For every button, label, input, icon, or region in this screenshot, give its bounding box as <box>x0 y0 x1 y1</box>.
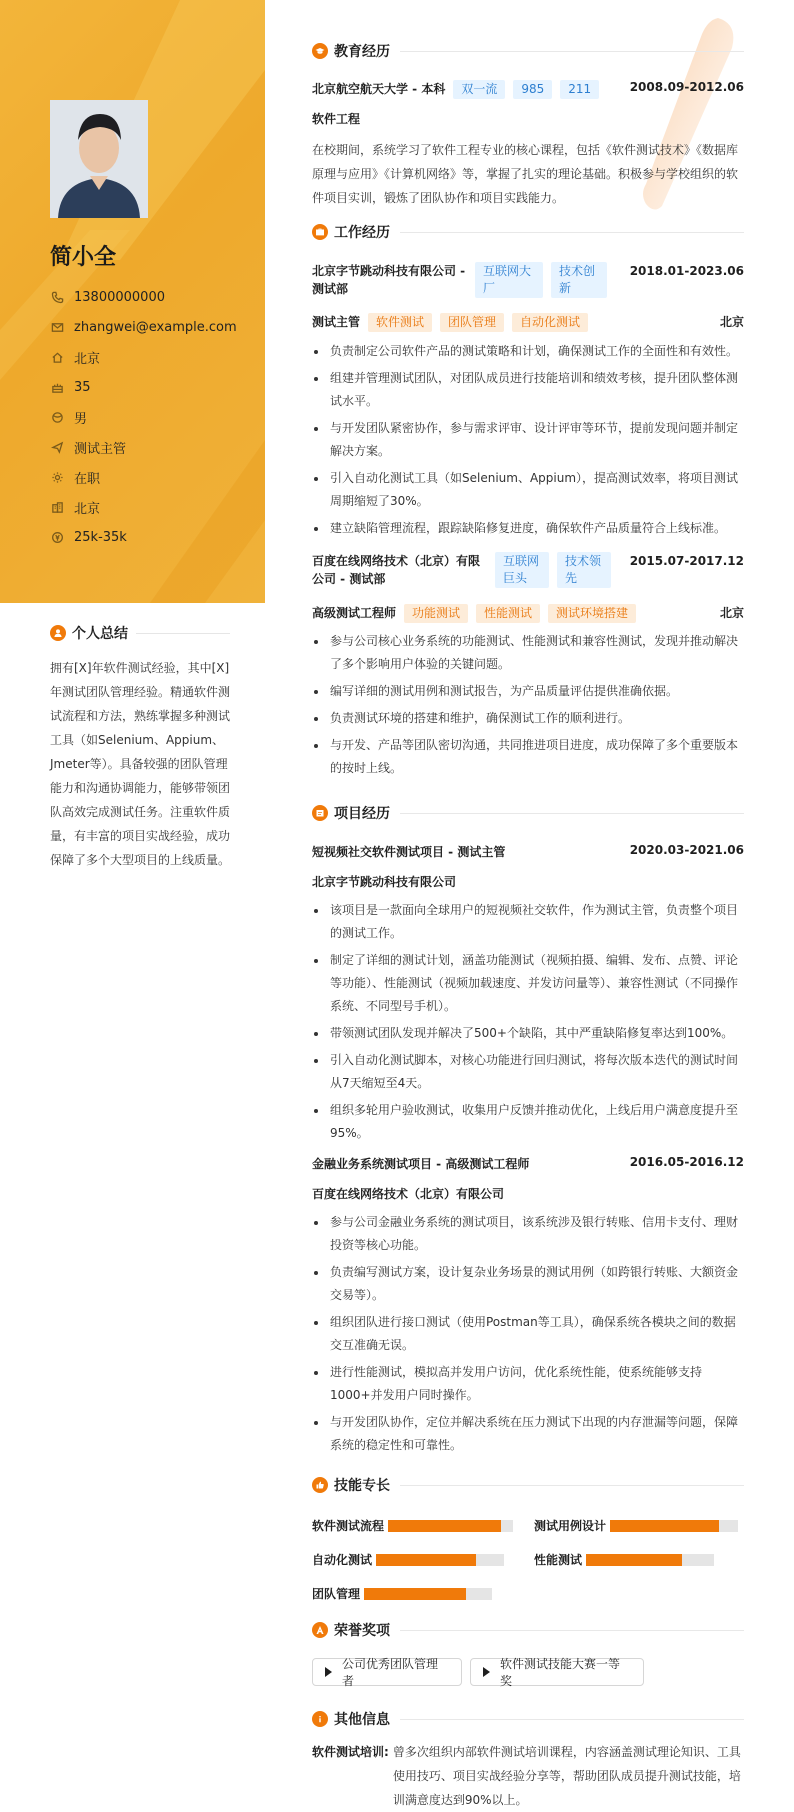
awards-title: 荣誉奖项 <box>334 1623 390 1639</box>
role-tag: 性能测试 <box>476 604 540 623</box>
project-name: 短视频社交软件测试项目 - 测试主管 <box>312 845 506 859</box>
award-label: 公司优秀团队管理者 <box>342 1657 439 1688</box>
skill-bar <box>376 1554 504 1566</box>
job-bullets <box>312 340 744 544</box>
skill-bar-fill <box>586 1554 682 1566</box>
projects-header <box>312 802 744 824</box>
graduation-cap-icon <box>312 43 328 59</box>
education-title: 教育经历 <box>334 44 390 60</box>
contact-home: 北京 <box>50 342 237 372</box>
status-icon <box>50 470 64 484</box>
divider <box>400 51 744 52</box>
school-tag: 双一流 <box>453 80 505 99</box>
other-text: 曾多次组织内部软件测试培训课程，内容涵盖测试理论知识、工具使用技巧、项目实战经验分享等，帮助团队成员提升测试技能，培训满意度达到90%以上。 <box>392 1745 741 1807</box>
job-company: 北京字节跳动科技有限公司 - 测试部 <box>312 264 466 296</box>
contact-email: zhangwei@example.com <box>50 312 237 342</box>
education-desc: 在校期间，系统学习了软件工程专业的核心课程，包括《软件测试技术》《数据库原理与应用》《计算机网络》等，掌握了扎实的理论基础。积极参与学校组织的软件项目实训，锻炼了团队协作和项目实践能力。 <box>312 143 739 205</box>
job-role-line <box>312 313 588 332</box>
contact-position: 测试主管 <box>50 432 237 462</box>
job-row <box>312 552 744 588</box>
work-header <box>312 221 744 243</box>
skill-name: 性能测试 <box>534 1553 583 1567</box>
job-bullets <box>312 630 744 784</box>
user-icon <box>50 625 66 641</box>
job-role-row <box>312 604 744 623</box>
work-title: 工作经历 <box>334 225 390 241</box>
job-city: 北京 <box>719 315 744 329</box>
skill-item <box>534 1551 714 1568</box>
list-item: 该项目是一款面向全球用户的短视频社交软件，作为测试主管，负责整个项目的测试工作。 <box>312 899 744 945</box>
mail-icon <box>50 320 64 334</box>
divider <box>400 1485 744 1486</box>
contact-status: 在职 <box>50 462 237 492</box>
education-row <box>312 80 744 99</box>
skill-name: 软件测试流程 <box>312 1519 385 1533</box>
skill-item <box>312 1551 504 1568</box>
skill-name: 自动化测试 <box>312 1553 373 1567</box>
contact-age: 35 <box>50 372 237 402</box>
divider <box>400 1719 744 1720</box>
project-name: 金融业务系统测试项目 - 高级测试工程师 <box>312 1157 530 1171</box>
contact-city: 北京 <box>50 492 237 522</box>
skill-bar-fill <box>610 1520 719 1532</box>
home-icon <box>50 350 64 364</box>
skill-item <box>312 1517 513 1534</box>
list-item: 与开发团队紧密协作，参与需求评审、设计评审等环节，提前发现问题并制定解决方案。 <box>312 417 744 463</box>
education-school-line <box>312 80 599 99</box>
job-role: 测试主管 <box>312 315 361 329</box>
education-header <box>312 40 744 62</box>
school-name: 北京航空航天大学 - 本科 <box>312 82 446 96</box>
list-item: 与开发团队协作，定位并解决系统在压力测试下出现的内存泄漏等问题，保障系统的稳定性和可靠性。 <box>312 1411 744 1457</box>
education-period: 2008.09-2012.06 <box>629 80 744 94</box>
job-role: 高级测试工程师 <box>312 606 397 620</box>
skill-bar <box>364 1588 492 1600</box>
list-item: 引入自动化测试脚本，对核心功能进行回归测试，将每次版本迭代的测试时间从7天缩短至4天。 <box>312 1049 744 1095</box>
project-period: 2016.05-2016.12 <box>629 1155 744 1169</box>
project-company: 百度在线网络技术（北京）有限公司 <box>312 1187 505 1201</box>
project-period: 2020.03-2021.06 <box>629 843 744 857</box>
skill-bar-fill <box>388 1520 501 1532</box>
skill-bar-fill <box>376 1554 476 1566</box>
list-item: 进行性能测试，模拟高并发用户访问，优化系统性能，使系统能够支持1000+并发用户同时操作。 <box>312 1361 744 1407</box>
job-company: 百度在线网络技术（北京）有限公司 - 测试部 <box>312 554 481 586</box>
project-bullets <box>312 899 744 1149</box>
city-icon <box>50 500 64 514</box>
job-city: 北京 <box>719 606 744 620</box>
contact-salary: 25k-35k <box>50 522 237 552</box>
play-icon <box>325 1667 332 1677</box>
list-item: 制定了详细的测试计划，涵盖功能测试（视频拍摄、编辑、发布、点赞、评论等功能）、性能测试（视频加载速度、并发访问量等）、兼容性测试（不同操作系统、不同型号手机）。 <box>312 949 744 1018</box>
awards-header <box>312 1619 744 1641</box>
divider <box>400 1630 744 1631</box>
job-company-line <box>312 552 611 588</box>
list-item: 组织团队进行接口测试（使用Postman等工具），确保系统各模块之间的数据交互准确无误。 <box>312 1311 744 1357</box>
list-item: 负责测试环境的搭建和维护，确保测试工作的顺利进行。 <box>312 707 744 730</box>
education-major: 软件工程 <box>312 112 361 126</box>
other-header <box>312 1708 744 1730</box>
job-period: 2015.07-2017.12 <box>629 554 744 568</box>
list-item: 负责编写测试方案，设计复杂业务场景的测试用例（如跨银行转账、大额资金交易等）。 <box>312 1261 744 1307</box>
award-label: 软件测试技能大赛一等奖 <box>500 1657 621 1688</box>
job-role-row <box>312 313 744 332</box>
role-tag: 测试环境搭建 <box>548 604 636 623</box>
position-icon <box>50 440 64 454</box>
role-tag: 自动化测试 <box>512 313 588 332</box>
list-item: 引入自动化测试工具（如Selenium、Appium），提高测试效率，将项目测试周期缩短了30%。 <box>312 467 744 513</box>
skill-item <box>312 1585 492 1602</box>
skill-name: 测试用例设计 <box>534 1519 607 1533</box>
list-item: 组织多轮用户验收测试，收集用户反馈并推动优化，上线后用户满意度提升至95%。 <box>312 1099 744 1145</box>
job-tag: 技术创新 <box>551 262 607 298</box>
job-tag: 技术领先 <box>557 552 611 588</box>
skill-bar <box>388 1520 513 1532</box>
projects-title: 项目经历 <box>334 806 390 822</box>
award-item <box>312 1658 462 1686</box>
other-title: 其他信息 <box>334 1712 390 1728</box>
info-icon <box>312 1711 328 1727</box>
school-tag: 985 <box>513 80 552 99</box>
skill-bar <box>610 1520 738 1532</box>
project-company: 北京字节跳动科技有限公司 <box>312 875 457 889</box>
skill-bar <box>586 1554 714 1566</box>
skills-header <box>312 1474 744 1496</box>
divider <box>136 633 230 634</box>
thumbs-up-icon <box>312 1477 328 1493</box>
skill-name: 团队管理 <box>312 1587 361 1601</box>
list-item: 组建并管理测试团队，对团队成员进行技能培训和绩效考核，提升团队整体测试水平。 <box>312 367 744 413</box>
project-bullets <box>312 1211 744 1461</box>
contact-list <box>50 282 237 552</box>
project-row <box>312 1155 744 1172</box>
project-icon <box>312 805 328 821</box>
play-icon <box>483 1667 490 1677</box>
role-tag: 功能测试 <box>404 604 468 623</box>
job-tag: 互联网大厂 <box>475 262 543 298</box>
job-period: 2018.01-2023.06 <box>629 264 744 278</box>
list-item: 编写详细的测试用例和测试报告，为产品质量评估提供准确依据。 <box>312 680 744 703</box>
personal-summary <box>50 622 230 872</box>
list-item: 带领测试团队发现并解决了500+个缺陷，其中严重缺陷修复率达到100%。 <box>312 1022 744 1045</box>
job-company-line <box>312 262 607 298</box>
skill-item <box>534 1517 738 1534</box>
job-role-line <box>312 604 636 623</box>
summary-header <box>50 622 230 644</box>
role-tag: 团队管理 <box>440 313 504 332</box>
phone-icon <box>50 290 64 304</box>
salary-icon <box>50 530 64 544</box>
summary-title: 个人总结 <box>72 626 128 642</box>
other-label: 软件测试培训: <box>312 1745 389 1759</box>
school-tag: 211 <box>560 80 599 99</box>
skills-title: 技能专长 <box>334 1478 390 1494</box>
sidebar-header <box>0 0 265 603</box>
list-item: 参与公司核心业务系统的功能测试、性能测试和兼容性测试，发现并推动解决了多个影响用户体验的关键问题。 <box>312 630 744 676</box>
award-icon <box>312 1622 328 1638</box>
summary-text: 拥有[X]年软件测试经验，其中[X]年测试团队管理经验。精通软件测试流程和方法，熟练掌握多种测试工具（如Selenium、Appium、Jmeter等）。具备较强的团队管理能力和沟通协调能力，能够带领团队高效完成测试任务。注重软件质量，有丰富的项目实战经验，成功保障了多个大型项目的上线质量。 <box>50 661 231 867</box>
other-item <box>312 1740 744 1812</box>
contact-gender: 男 <box>50 402 237 432</box>
list-item: 与开发、产品等团队密切沟通，共同推进项目进度，成功保障了多个重要版本的按时上线。 <box>312 734 744 780</box>
list-item: 负责制定公司软件产品的测试策略和计划，确保测试工作的全面性和有效性。 <box>312 340 744 363</box>
skill-bar-fill <box>364 1588 466 1600</box>
age-icon <box>50 380 64 394</box>
person-name: 简小全 <box>50 245 117 270</box>
list-item: 建立缺陷管理流程，跟踪缺陷修复进度，确保软件产品质量符合上线标准。 <box>312 517 744 540</box>
divider <box>400 232 744 233</box>
list-item: 参与公司金融业务系统的测试项目，该系统涉及银行转账、信用卡支付、理财投资等核心功能。 <box>312 1211 744 1257</box>
job-tag: 互联网巨头 <box>495 552 549 588</box>
project-row <box>312 843 744 860</box>
award-item <box>470 1658 644 1686</box>
job-row <box>312 262 744 298</box>
contact-phone: 13800000000 <box>50 282 237 312</box>
role-tag: 软件测试 <box>368 313 432 332</box>
gender-icon <box>50 410 64 424</box>
avatar-photo <box>50 100 148 218</box>
briefcase-icon <box>312 224 328 240</box>
divider <box>400 813 744 814</box>
